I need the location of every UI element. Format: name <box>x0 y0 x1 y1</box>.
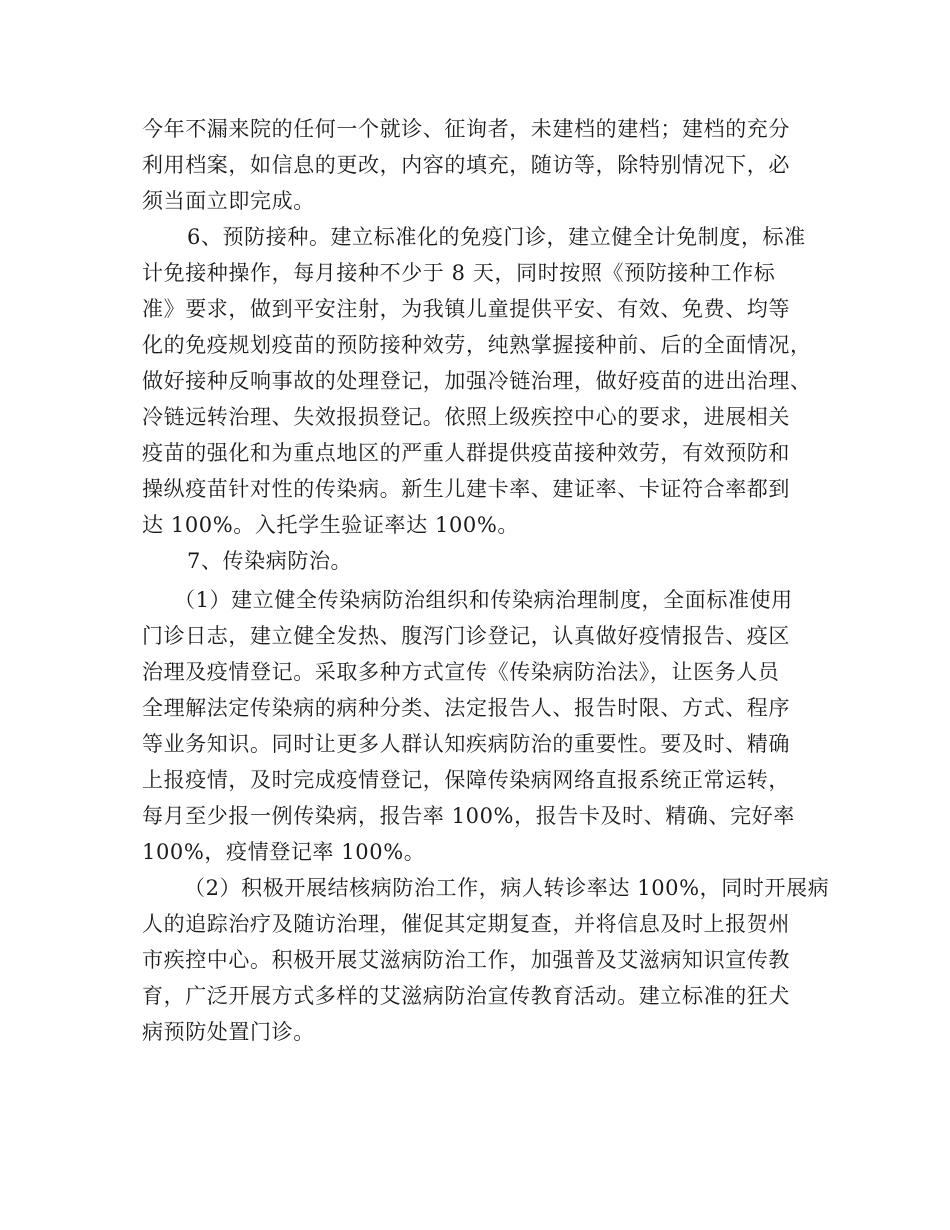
text-line-20: 每月至少报一例传染病，报告率 100%，报告卡及时、精确、完好率 <box>142 804 795 828</box>
text-line-3: 须当面立即完成。 <box>142 189 315 213</box>
text-line-7: 化的免疫规划疫苗的预防接种效劳，纯熟掌握接种前、后的全面情况， <box>142 333 812 357</box>
text-line-13: 7、传染病防治。 <box>187 549 353 573</box>
text-line-21: 100%，疫情登记率 100%。 <box>142 840 426 864</box>
text-line-11: 操纵疫苗针对性的传染病。新生儿建卡率、建证率、卡证符合率都到 <box>142 477 790 501</box>
text-line-24: 市疾控中心。积极开展艾滋病防治工作，加强普及艾滋病知识宣传教 <box>142 948 790 972</box>
text-line-26: 病预防处置门诊。 <box>142 1020 315 1044</box>
text-line-18: 等业务知识。同时让更多人群认知疾病防治的重要性。要及时、精确 <box>142 732 790 756</box>
text-line-15: 门诊日志，建立健全发热、腹泻门诊登记，认真做好疫情报告、疫区 <box>142 624 790 648</box>
text-line-16: 治理及疫情登记。采取多种方式宣传《传染病防治法》，让医务人员 <box>142 660 780 684</box>
text-line-9: 冷链远转治理、失效报损登记。依照上级疾控中心的要求，进展相关 <box>142 405 790 429</box>
text-line-17: 全理解法定传染病的病种分类、法定报告人、报告时限、方式、程序 <box>142 696 790 720</box>
text-line-6: 准》要求，做到平安注射，为我镇儿童提供平安、有效、免费、均等 <box>142 297 790 321</box>
text-line-10: 疫苗的强化和为重点地区的严重人群提供疫苗接种效劳，有效预防和 <box>142 441 790 465</box>
text-line-2: 利用档案，如信息的更改，内容的填充，随访等，除特别情况下，必 <box>142 153 790 177</box>
text-line-19: 上报疫情，及时完成疫情登记，保障传染病网络直报系统正常运转， <box>142 768 790 792</box>
text-line-12: 达 100%。入托学生验证率达 100%。 <box>142 513 520 537</box>
text-line-23: 人的追踪治疗及随访治理，催促其定期复查，并将信息及时上报贺州 <box>142 912 790 936</box>
text-line-25: 育，广泛开展方式多样的艾滋病防治宣传教育活动。建立标准的狂犬 <box>142 984 790 1008</box>
text-line-22: （2）积极开展结核病防治工作，病人转诊率达 100%，同时开展病 <box>184 876 830 900</box>
text-line-5: 计免接种操作，每月接种不少于 8 天，同时按照《预防接种工作标 <box>142 261 776 285</box>
text-line-8: 做好接种反响事故的处理登记，加强冷链治理，做好疫苗的进出治理、 <box>142 369 812 393</box>
text-line-1: 今年不漏来院的任何一个就诊、征询者，未建档的建档；建档的充分 <box>142 117 790 141</box>
text-line-14: （1）建立健全传染病防治组织和传染病治理制度，全面标准使用 <box>174 588 793 612</box>
text-line-4: 6、预防接种。建立标准化的免疫门诊，建立健全计免制度，标准 <box>187 225 806 249</box>
